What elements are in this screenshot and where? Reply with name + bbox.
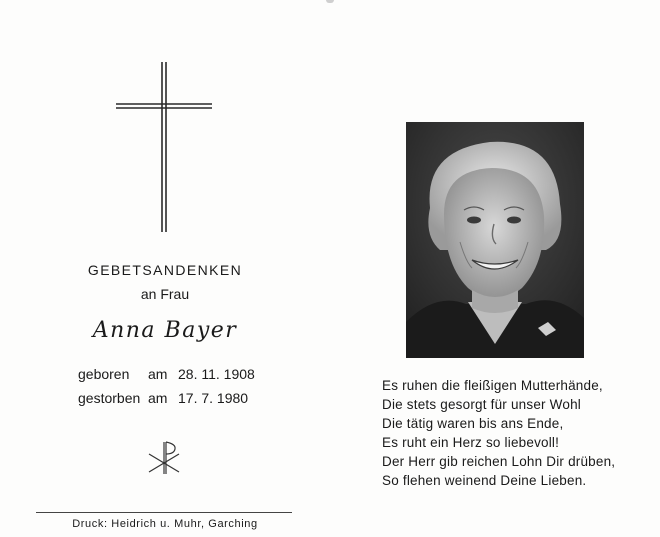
portrait-drawing (406, 122, 584, 358)
card-heading: GEBETSANDENKEN (87, 262, 243, 278)
portrait-photo (406, 122, 584, 358)
divider-line (36, 512, 292, 513)
memorial-poem (382, 376, 615, 490)
poem-line: Es ruhen die fleißigen Mutterhände, (382, 378, 603, 393)
birth-line (78, 362, 255, 386)
poem-line: Der Herr gib reichen Lohn Dir drüben, (382, 454, 616, 469)
latin-cross-icon (116, 62, 212, 232)
birth-date: 28. 11. 1908 (178, 366, 255, 382)
death-label: gestorben (78, 390, 141, 406)
birth-label: geboren (78, 366, 130, 382)
paper-mark (326, 0, 334, 3)
poem-line: Die tätig waren bis ans Ende, (382, 416, 564, 431)
death-date: 17. 7. 1980 (178, 390, 249, 406)
death-line (78, 386, 255, 410)
birth-am: am (148, 366, 168, 382)
death-am: am (148, 390, 168, 406)
life-dates (78, 362, 255, 410)
poem-line: Die stets gesorgt für unser Wohl (382, 397, 581, 412)
printer-credit: Druck: Heidrich u. Muhr, Garching (72, 518, 258, 530)
deceased-name: Anna Bayer (92, 318, 238, 343)
poem-line: Es ruht ein Herz so liebevoll! (382, 435, 560, 450)
poem-line: So flehen weinend Deine Lieben. (382, 473, 587, 488)
chi-rho-icon (146, 440, 182, 476)
salutation: an Frau (140, 286, 190, 302)
